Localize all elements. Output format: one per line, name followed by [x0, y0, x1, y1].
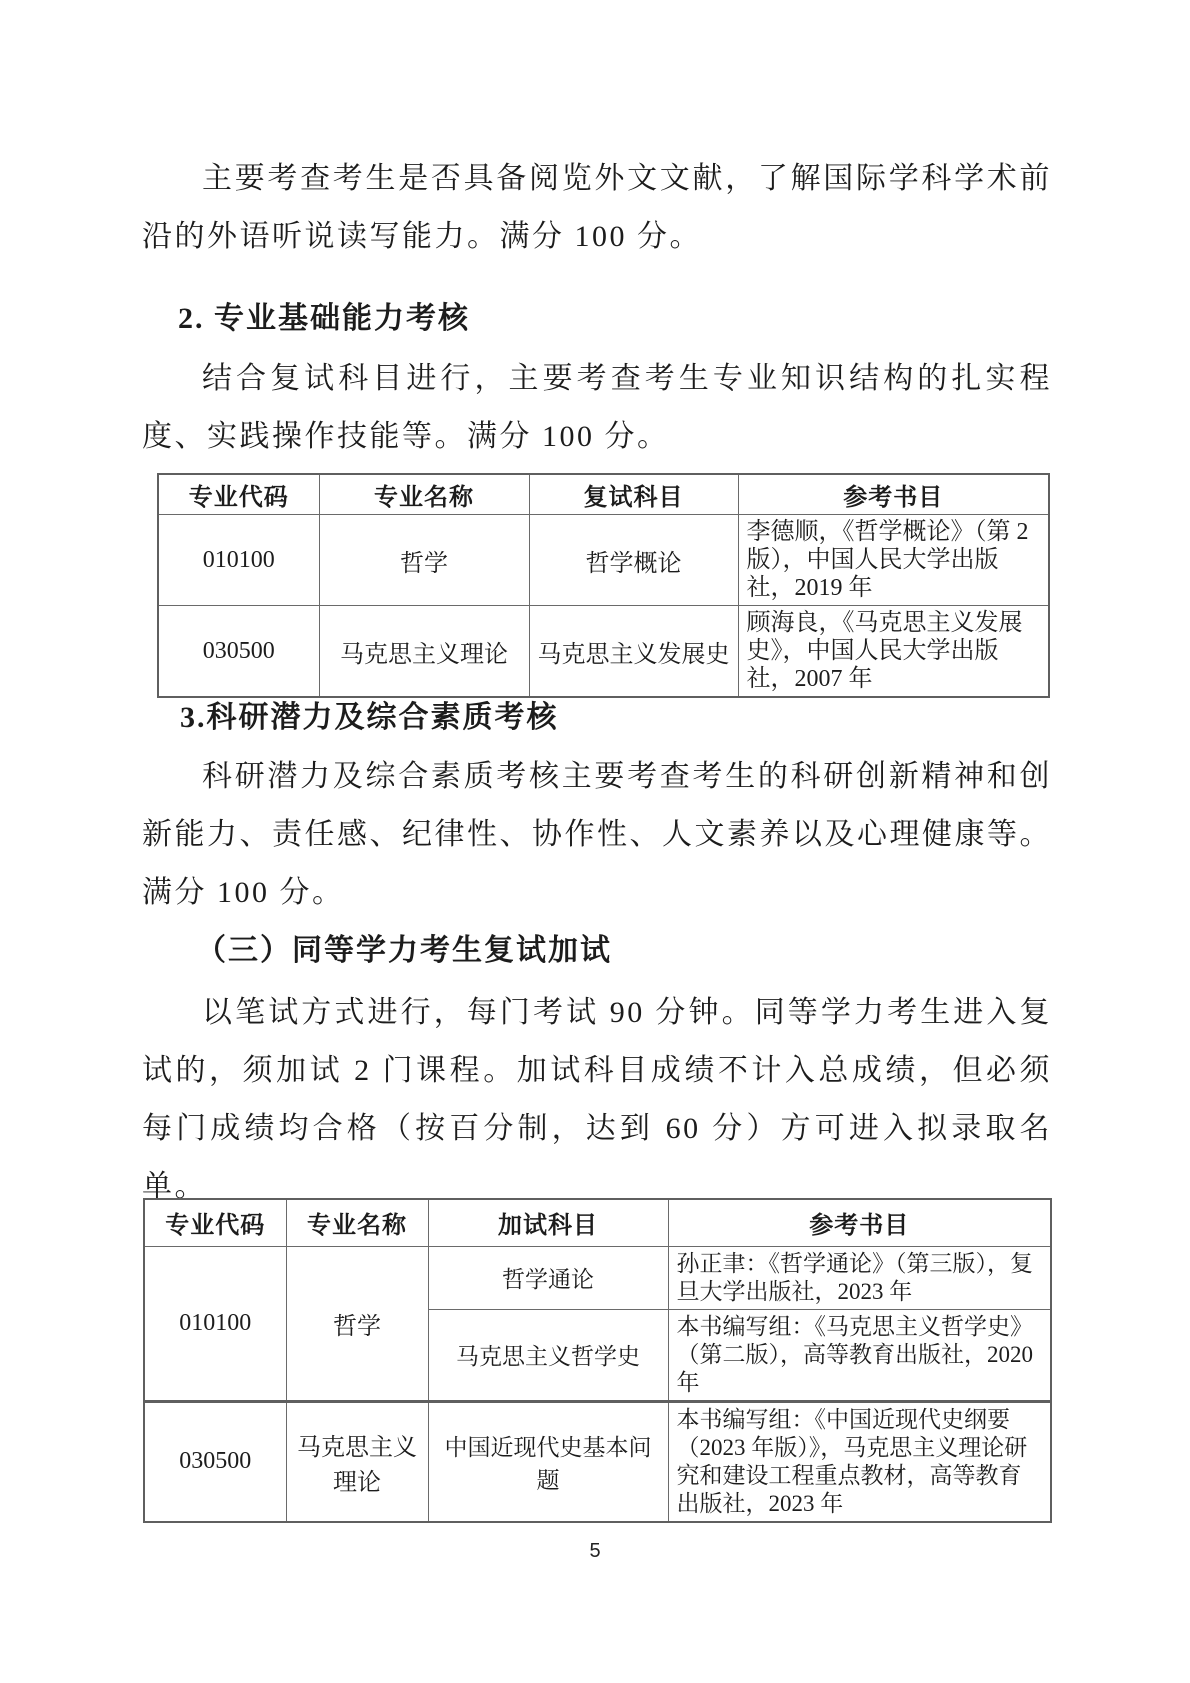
major-name-cell: 马克思主义理论 — [286, 1401, 428, 1522]
table-row — [158, 606, 1049, 698]
table2-header-extra-subject: 加试科目 — [428, 1199, 668, 1246]
heading-research-potential: 3.科研潜力及综合素质考核 — [180, 701, 559, 734]
heading-professional-basic-ability: 2. 专业基础能力考核 — [178, 302, 470, 335]
table-header-row — [158, 474, 1049, 515]
table1-header-major-code: 专业代码 — [158, 474, 319, 515]
major-name-cell: 马克思主义理论 — [319, 606, 529, 698]
table2-header-major-code: 专业代码 — [144, 1199, 286, 1246]
reference-books-cell: 孙正聿：《哲学通论》（第三版），复旦大学出版社，2023 年 — [668, 1246, 1051, 1309]
reference-books-cell: 本书编写组：《中国近现代史纲要（2023 年版）》，马克思主义理论研究和建设工程重点教材，高等教育出版社，2023 年 — [668, 1401, 1051, 1522]
table1-header-reference-books: 参考书目 — [738, 474, 1049, 515]
extra-subject-cell: 马克思主义哲学史 — [428, 1309, 668, 1401]
paragraph-foreign-language-assessment: 主要考查考生是否具备阅览外文文献，了解国际学科学术前沿的外语听说读写能力。满分 100 分。 — [142, 162, 1052, 253]
reference-books-cell: 李德顺，《哲学概论》（第 2 版），中国人民大学出版社，2019 年 — [738, 515, 1049, 606]
paragraph-equivalent-ability-extra-test: 以笔试方式进行，每门考试 90 分钟。同等学力考生进入复试的，须加试 2 门课程。加试科目成绩不计入总成绩，但必须每门成绩均合格（按百分制，达到 60 分）方可进入拟录取名单。 — [142, 996, 1052, 1203]
reference-books-cell: 顾海良，《马克思主义发展史》，中国人民大学出版社，2007 年 — [738, 606, 1049, 698]
table2-header-reference-books: 参考书目 — [668, 1199, 1051, 1246]
major-name-cell: 哲学 — [286, 1246, 428, 1401]
heading-equivalent-ability-extra-test: （三）同等学力考生复试加试 — [196, 934, 612, 967]
extra-subject-cell: 中国近现代史基本问题 — [428, 1401, 668, 1522]
paragraph-professional-basic-ability: 结合复试科目进行，主要考查考生专业知识结构的扎实程度、实践操作技能等。满分 100 分。 — [142, 362, 1052, 453]
table-row — [144, 1246, 1051, 1309]
retest-subject-cell: 马克思主义发展史 — [529, 606, 738, 698]
table2-header-major-name: 专业名称 — [286, 1199, 428, 1246]
retest-subjects-table — [157, 473, 1050, 698]
major-code-cell: 010100 — [158, 515, 319, 606]
table-row — [158, 515, 1049, 606]
reference-books-cell: 本书编写组：《马克思主义哲学史》（第二版），高等教育出版社，2020 年 — [668, 1309, 1051, 1401]
table1-header-retest-subject: 复试科目 — [529, 474, 738, 515]
major-code-cell: 010100 — [144, 1246, 286, 1401]
additional-test-subjects-table — [143, 1198, 1052, 1523]
retest-subject-cell: 哲学概论 — [529, 515, 738, 606]
major-code-cell: 030500 — [144, 1401, 286, 1522]
table-header-row — [144, 1199, 1051, 1246]
table-row — [144, 1401, 1051, 1522]
page-number: 5 — [589, 1540, 601, 1562]
major-code-cell: 030500 — [158, 606, 319, 698]
extra-subject-cell: 哲学通论 — [428, 1246, 668, 1309]
table1-header-major-name: 专业名称 — [319, 474, 529, 515]
paragraph-research-potential: 科研潜力及综合素质考核主要考查考生的科研创新精神和创新能力、责任感、纪律性、协作性、人文素养以及心理健康等。满分 100 分。 — [142, 760, 1052, 909]
major-name-cell: 哲学 — [319, 515, 529, 606]
